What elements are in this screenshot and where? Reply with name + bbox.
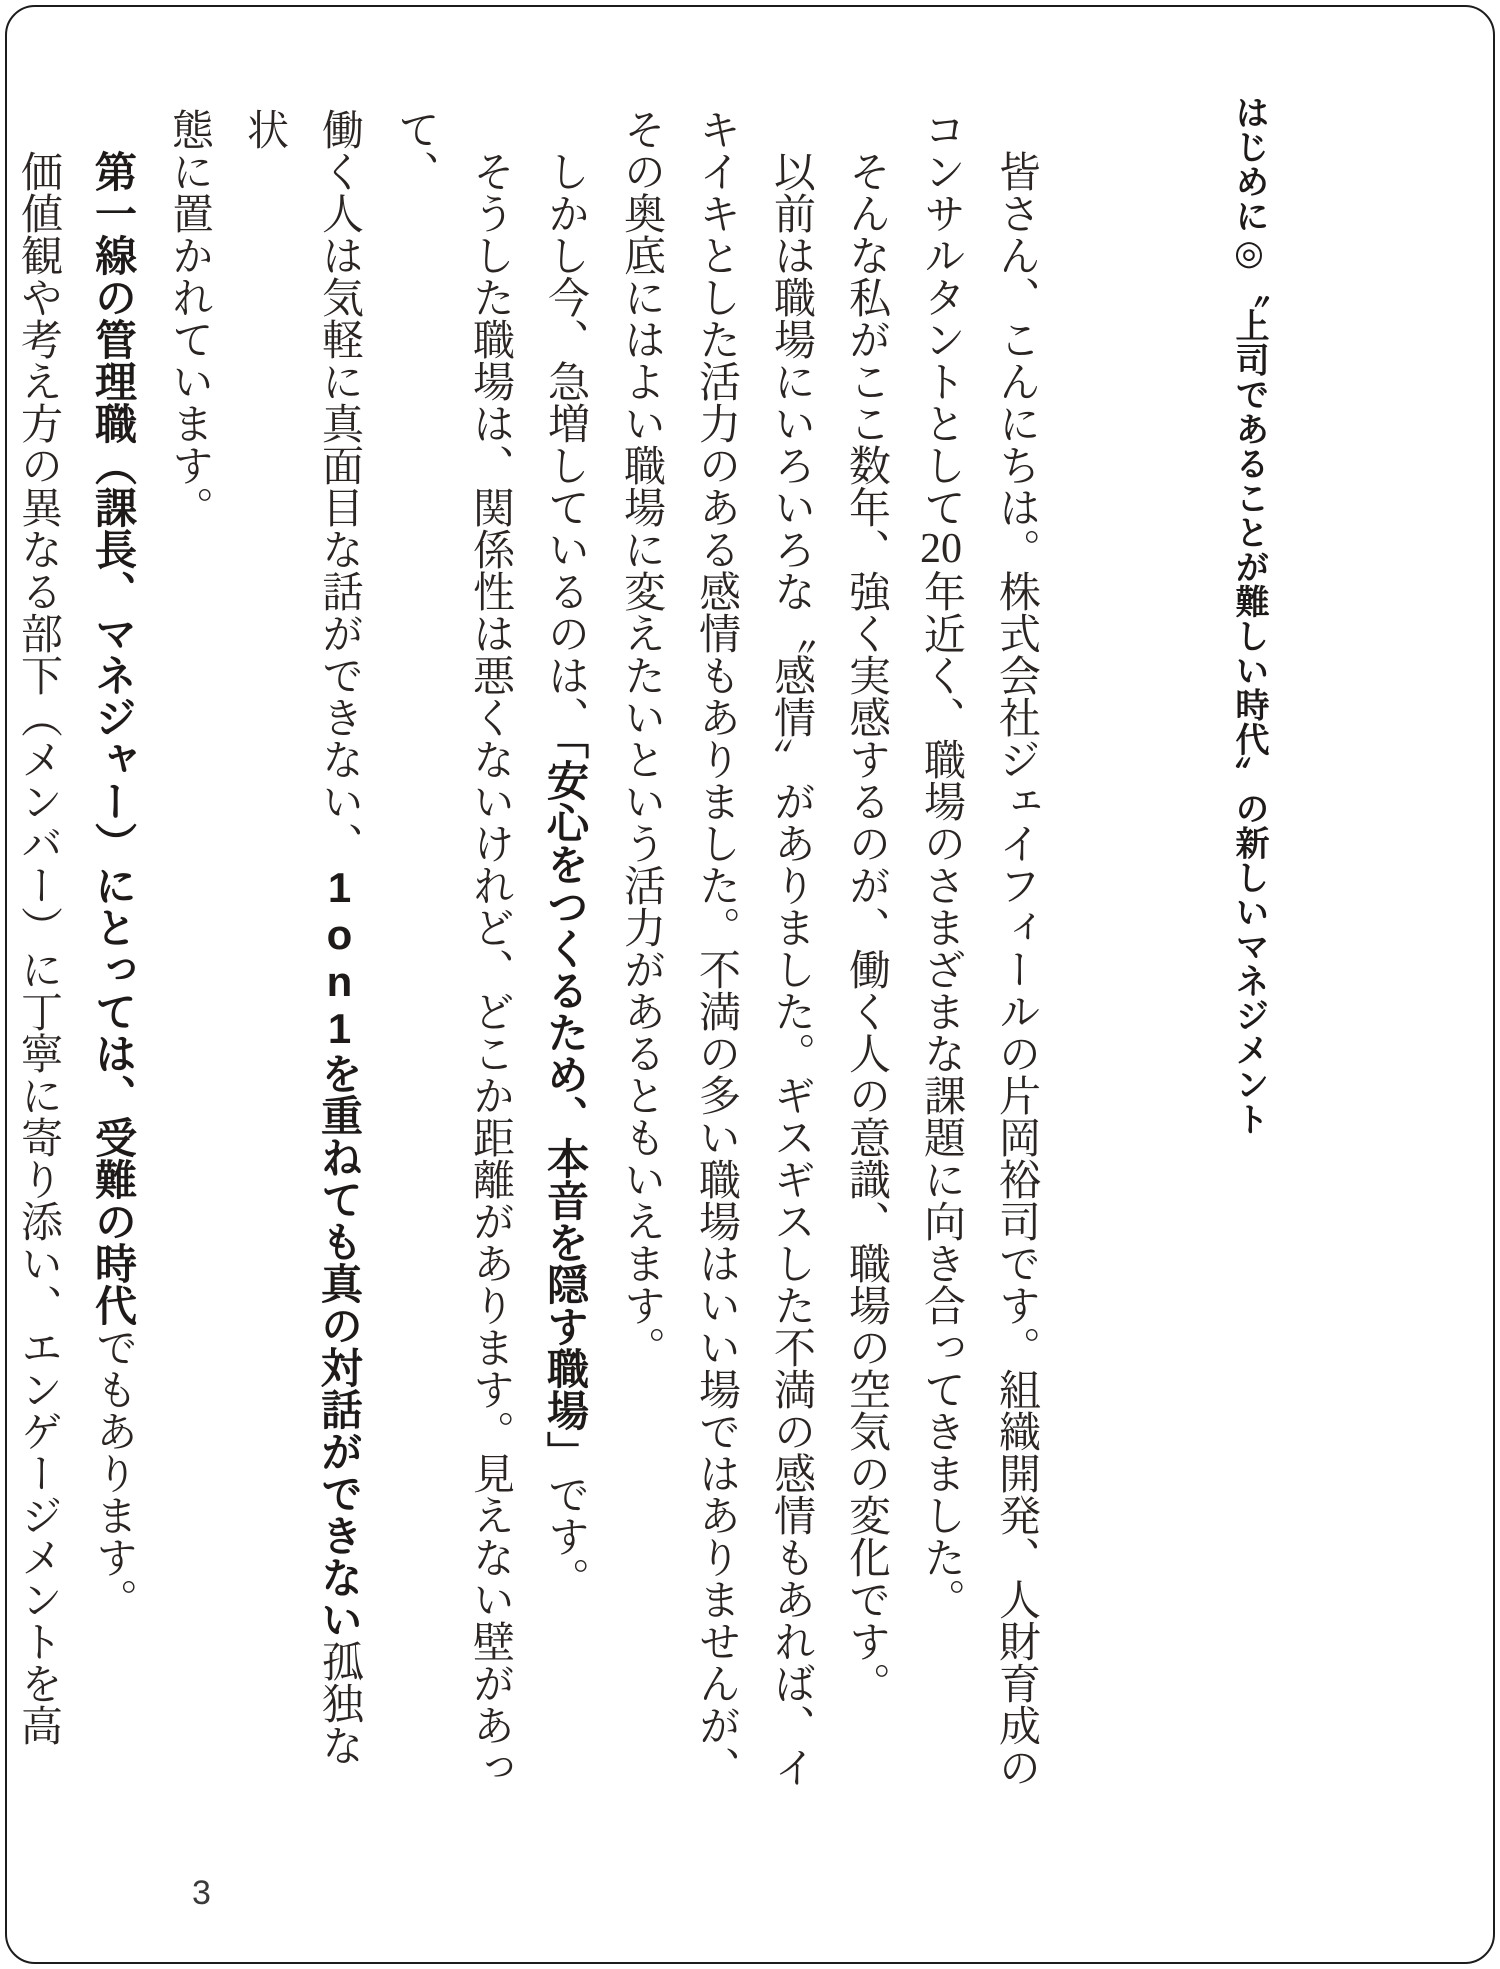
text-segment: コンサルタントとして	[918, 108, 964, 528]
text-segment: 皆さん、こんにちは。株式会社ジェイフィールの片岡裕司です。組織開発、人財育成の	[993, 150, 1039, 1788]
text-line	[0, 108, 75, 1790]
text-segment: 働く人は気軽に真面目な話ができない、	[316, 108, 362, 864]
text-segment: 価値観や考え方の異なる部下（メンバー）に丁寧に寄り添い、エンゲージメントを高	[15, 150, 61, 1746]
text-segment: しかし今、急増しているのは、	[542, 150, 588, 738]
text-segment: そんな私がここ数年、強く実感するのが、働く人の意識、職場の空気の変化です。	[843, 150, 889, 1704]
chapter-title: はじめに◎〝上司であることが難しい時代〟の新しいマネジメント	[1230, 95, 1268, 1136]
text-segment: 年近く、職場のさまざまな課題に向き合ってきました。	[918, 570, 964, 1620]
text-line	[226, 108, 377, 1790]
text-segment-tcy: 20	[920, 528, 962, 570]
page-number: 3	[192, 1874, 211, 1912]
text-segment-bold-upright: 1on1	[316, 864, 363, 1052]
text-segment-bold: を重ねても真の対話ができない	[316, 1052, 363, 1640]
text-line	[828, 108, 903, 1790]
text-segment: キイキとした活力のある感情もありました。不満の多い職場はいい場ではありませんが、	[693, 108, 739, 1788]
text-line	[75, 108, 151, 1790]
body-text	[0, 95, 1053, 1790]
text-segment: 態に置かれています。	[166, 108, 212, 528]
text-line	[903, 108, 978, 1790]
text-segment-bold: 第一線の管理職（課長、マネジャー）にとっては、受難の時代	[90, 150, 137, 1326]
text-line	[527, 108, 603, 1790]
text-segment-bold: 「安心をつくるため、本音を隠す職場」	[542, 738, 589, 1473]
text-line	[151, 108, 226, 1790]
text-segment: 孤独な状	[241, 108, 362, 1766]
text-segment: 以前は職場にいろいろな〝感情〟がありました。ギスギスした不満の感情もあれば、イ	[768, 150, 814, 1788]
text-block	[0, 95, 1275, 1790]
text-line	[377, 108, 527, 1790]
text-segment: でもあります。	[90, 1326, 136, 1620]
text-line	[678, 108, 753, 1790]
text-line	[753, 108, 828, 1790]
text-segment: です。	[542, 1473, 588, 1599]
text-segment: その奥底にはよい職場に変えたいという活力があるともいえます。	[618, 108, 664, 1368]
text-segment: そうした職場は、関係性は悪くないけれど、どこか距離があります。見えない壁があって、	[392, 108, 513, 1788]
text-line	[603, 108, 678, 1790]
text-line	[978, 108, 1053, 1790]
